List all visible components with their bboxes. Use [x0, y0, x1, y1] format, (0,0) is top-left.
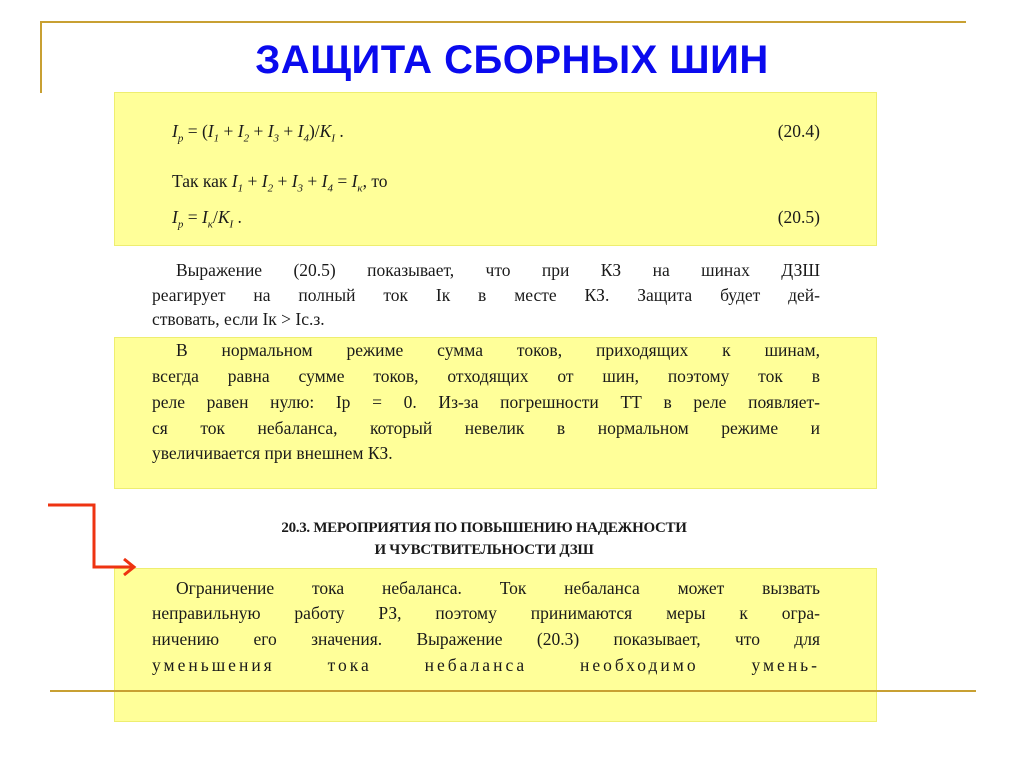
formula-variable: $I_1$ [207, 121, 220, 145]
formula-variable: $I_3$ [291, 171, 304, 195]
paragraph2-line: всегда равна сумме токов, отходящих от шин, поэтому ток в [152, 366, 820, 386]
formula-variable: $I_3$ [267, 121, 280, 145]
paragraph2-line: реле равен нулю: Iр = 0. Из-за погрешности ТТ в реле появляет- [152, 392, 820, 412]
equation-number-20-4: (20.4) [777, 121, 820, 141]
section-heading-line: 20.3. МЕРОПРИЯТИЯ ПО ПОВЫШЕНИЮ НАДЕЖНОСТИ [281, 520, 687, 536]
section-heading-line: И ЧУВСТВИТЕЛЬНОСТИ ДЗШ [374, 542, 594, 558]
formula-text: + [279, 121, 298, 141]
formula-text: . [233, 207, 242, 227]
formula-text: + [303, 171, 322, 191]
formula-text: , то [362, 171, 388, 191]
formula-20-5 [172, 207, 242, 231]
paragraph3-line: неправильную работу РЗ, поэтому принимаются меры к огра- [152, 603, 820, 623]
paragraph2-line: увеличивается при внешнем КЗ. [152, 443, 393, 463]
formula-variable: $I_4$ [297, 121, 309, 145]
formula-variable: $I_1$ [231, 171, 244, 195]
slide-title: ЗАЩИТА СБОРНЫХ ШИН [255, 38, 769, 82]
paragraph2-line: ся ток небаланса, который невелик в нормальном режиме и [152, 418, 820, 438]
formula-sum-currents [172, 171, 388, 195]
formula-text: + [273, 171, 292, 191]
formula-text: Так как [172, 171, 232, 191]
bottom-rule [50, 690, 976, 692]
formula-variable: $I_к$ [201, 207, 213, 231]
paragraph3-line: Ограничение тока небаланса. Ток небаланса может вызвать [176, 578, 820, 598]
formula-variable: $I_2$ [237, 121, 250, 145]
formula-20-4 [172, 121, 344, 145]
formula-variable: $I_р$ [172, 207, 184, 231]
equation-number-20-5: (20.5) [777, 207, 820, 227]
formula-text: )/ [308, 121, 320, 141]
formula-text: . [335, 121, 344, 141]
formula-variable: $I_к$ [351, 171, 363, 195]
formula-text: + [219, 121, 238, 141]
formula-text: = [332, 171, 352, 191]
paragraph1-line: ствовать, если Iк > Iс.з. [152, 309, 325, 329]
formula-variable: $K_I$ [217, 207, 234, 231]
formula-variable: $I_2$ [261, 171, 274, 195]
formula-variable: $I_р$ [172, 121, 184, 145]
formula-text: + [249, 121, 268, 141]
formula-variable: $I_4$ [321, 171, 333, 195]
formula-text: + [243, 171, 262, 191]
arrow-icon [40, 495, 150, 580]
paragraph3-line: уменьшения тока небаланса необходимо умень- [152, 655, 820, 675]
paragraph2-line: В нормальном режиме сумма токов, приходящих к шинам, [176, 340, 820, 360]
formula-variable: $K_I$ [319, 121, 336, 145]
formula-text: = ( [183, 121, 208, 141]
paragraph1-line: реагирует на полный ток Iк в месте КЗ. Защита будет дей- [152, 285, 820, 305]
paragraph1-line: Выражение (20.5) показывает, что при КЗ на шинах ДЗШ [176, 260, 820, 280]
top-rule [40, 21, 966, 23]
paragraph3-line: ничению его значения. Выражение (20.3) показывает, что для [152, 629, 820, 649]
formula-text: = [183, 207, 202, 227]
formula-text: / [212, 207, 218, 227]
